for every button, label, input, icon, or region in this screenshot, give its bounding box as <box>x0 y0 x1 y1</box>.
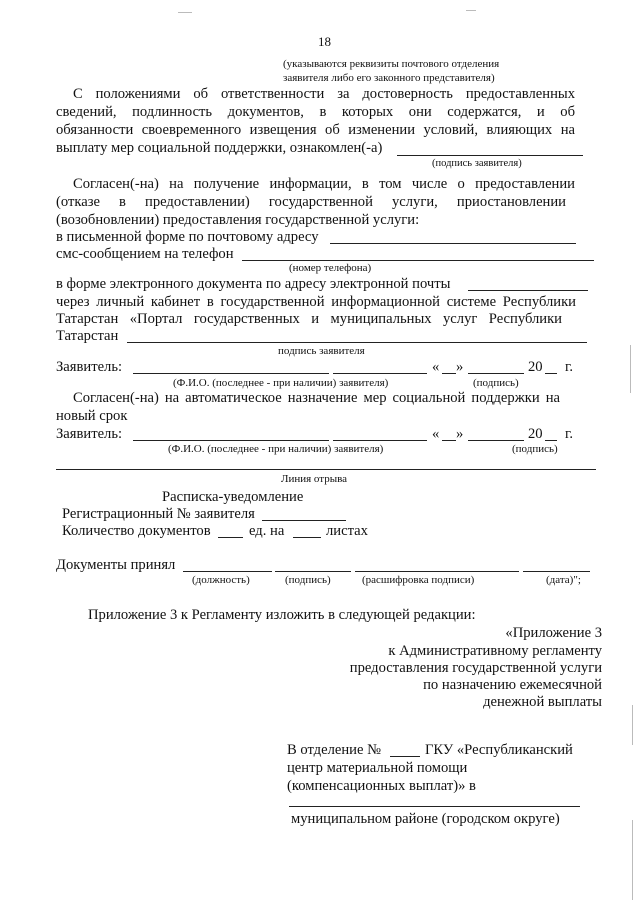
accepted-sign-line[interactable] <box>275 571 351 572</box>
consent-auto-line-2: новый срок <box>56 408 128 424</box>
top-note-line-1: (указываются реквизиты почтового отделения <box>283 58 500 70</box>
addressee-line-4: муниципальном районе (городском округе) <box>291 811 560 827</box>
fio-caption-1: (Ф.И.О. (последнее - при наличии) заявителя) <box>173 377 389 389</box>
appendix-header-line-5: денежной выплаты <box>483 694 602 710</box>
postal-address-line[interactable] <box>330 243 576 244</box>
accepted-date-line[interactable] <box>523 571 590 572</box>
caption-sign: (подпись) <box>285 574 331 586</box>
addressee-line-3: (компенсационных выплат)» в <box>287 778 476 794</box>
receipt-sheets: листах <box>326 523 368 539</box>
addressee-line-2: центр материальной помощи <box>287 760 468 776</box>
tear-line-label: Линия отрыва <box>281 473 348 485</box>
appendix-header-line-1: «Приложение 3 <box>505 625 602 641</box>
tear-line <box>56 469 596 470</box>
appendix-header-line-2: к Административному регламенту <box>388 643 602 659</box>
top-note-line-2: заявителя либо его законного представителя) <box>283 72 495 84</box>
date-month-line-2[interactable] <box>468 440 524 441</box>
sheets-count-line[interactable] <box>293 537 321 538</box>
scan-mark <box>178 12 192 13</box>
caption-decode: (расшифровка подписи) <box>362 574 475 586</box>
applicant-label-1: Заявитель: <box>56 359 123 375</box>
district-line[interactable] <box>289 806 580 807</box>
accepted-position-line[interactable] <box>183 571 272 572</box>
portal-line-3: Татарстан <box>56 328 119 344</box>
email-option: в форме электронного документа по адресу электронной почты <box>56 276 451 292</box>
appendix-header-line-4: по назначению ежемесячной <box>423 677 602 693</box>
appendix-header-line-3: предоставления государственной услуги <box>349 660 602 676</box>
date-day-line-2[interactable] <box>442 440 456 441</box>
postal-option: в письменной форме по почтовому адресу <box>56 229 319 245</box>
applicant-fio-line-2[interactable] <box>133 440 329 441</box>
sms-option: смс-сообщением на телефон <box>56 246 234 262</box>
consent-auto-line-1: Согласен(-на) на автоматическое назначение мер социальной поддержки на <box>73 390 560 406</box>
addressee-line-1: В отделение № <box>287 742 382 758</box>
accepted-decode-line[interactable] <box>355 571 519 572</box>
receipt-units-on: ед. на <box>249 523 285 539</box>
receipt-title: Расписка-уведомление <box>162 489 304 505</box>
receipt-reg-number: Регистрационный № заявителя <box>62 506 255 522</box>
date-quote-open-1: « <box>432 359 440 375</box>
date-quote-close-2: » <box>456 426 464 442</box>
reg-number-line[interactable] <box>262 520 346 521</box>
portal-line-1: через личный кабинет в государственной информационной системе Республики <box>56 294 576 310</box>
fio-caption-2: (Ф.И.О. (последнее - при наличии) заявителя) <box>168 443 384 455</box>
applicant-label-2: Заявитель: <box>56 426 123 442</box>
responsibility-line-3: обязанности своевременного извещения об изменении условий, влияющих на <box>56 122 575 138</box>
receipt-accepted: Документы принял <box>56 557 176 573</box>
date-year-line-2[interactable] <box>545 440 557 441</box>
page-number: 18 <box>318 34 331 49</box>
date-quote-close-1: » <box>456 359 464 375</box>
portal-signature-line[interactable] <box>127 342 587 343</box>
applicant-sign-line-1[interactable] <box>333 373 427 374</box>
responsibility-line-2: сведений, подлинность документов, в которых они содержатся, и об <box>56 104 575 120</box>
sign-caption-1: (подпись) <box>473 377 519 389</box>
consent-info-line-2: (отказе в предоставлении) государственной услуги, приостановлении <box>56 194 566 210</box>
consent-info-line-3: (возобновлении) предоставления государственной услуги: <box>56 212 420 228</box>
date-month-line-1[interactable] <box>468 373 524 374</box>
date-year-suffix-1: г. <box>565 359 573 375</box>
scan-mark <box>466 10 476 11</box>
phone-caption: (номер телефона) <box>289 262 372 274</box>
date-year-2: 20 <box>528 426 543 442</box>
date-day-line-1[interactable] <box>442 373 456 374</box>
signature-line[interactable] <box>397 155 583 156</box>
receipt-docs-count: Количество документов <box>62 523 211 539</box>
portal-signature-caption: подпись заявителя <box>278 345 365 357</box>
phone-line[interactable] <box>242 260 594 261</box>
scan-mark <box>632 705 633 745</box>
applicant-sign-line-2[interactable] <box>333 440 427 441</box>
date-quote-open-2: « <box>432 426 440 442</box>
date-year-suffix-2: г. <box>565 426 573 442</box>
signature-caption: (подпись заявителя) <box>432 158 522 169</box>
caption-position: (должность) <box>192 574 250 586</box>
responsibility-line-4: выплату мер социальной поддержки, ознакомлен(-а) <box>56 140 383 156</box>
consent-info-line-1: Согласен(-на) на получение информации, в том числе о предоставлении <box>73 176 575 192</box>
department-number-line[interactable] <box>390 756 420 757</box>
docs-count-line[interactable] <box>218 537 243 538</box>
applicant-fio-line-1[interactable] <box>133 373 329 374</box>
portal-line-2: Татарстан «Портал государственных и муниципальных услуг Республики <box>56 311 562 327</box>
sign-caption-2: (подпись) <box>512 443 558 455</box>
date-year-1: 20 <box>528 359 543 375</box>
appendix-intro: Приложение 3 к Регламенту изложить в следующей редакции: <box>88 607 476 623</box>
addressee-line-1-rest: ГКУ «Республиканский <box>425 742 573 758</box>
caption-date: (дата)"; <box>546 574 581 586</box>
scan-mark <box>632 820 633 900</box>
scan-mark <box>630 345 631 393</box>
responsibility-line-1: С положениями об ответственности за достоверность предоставленных <box>73 86 575 102</box>
date-year-line-1[interactable] <box>545 373 557 374</box>
email-line[interactable] <box>468 290 588 291</box>
